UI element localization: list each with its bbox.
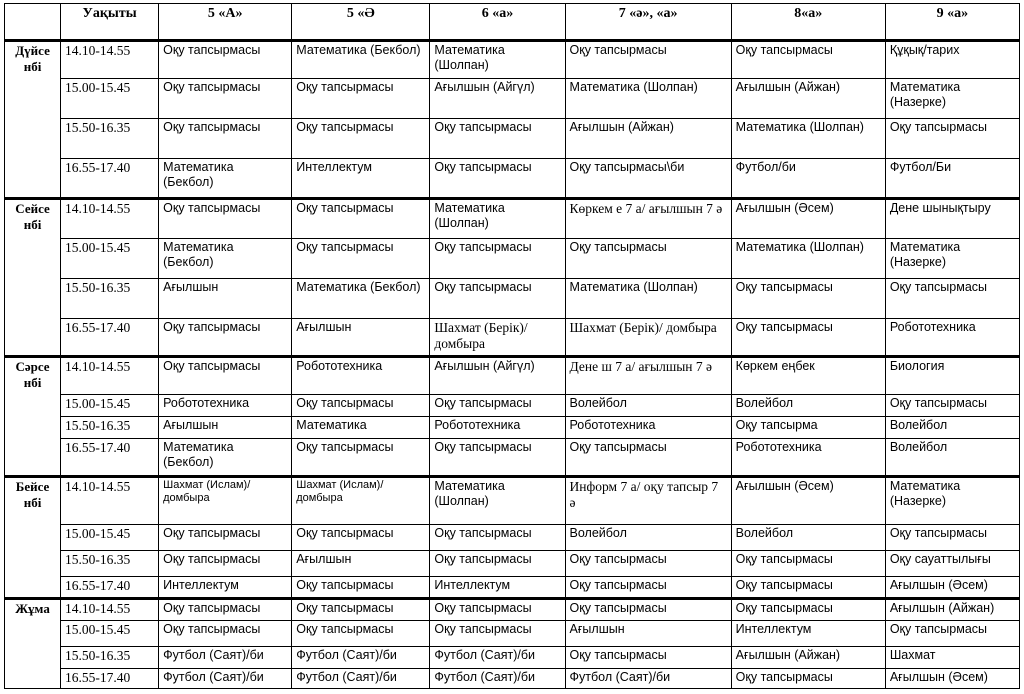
- lesson-cell: Оқу тапсырмасы: [565, 239, 731, 279]
- lesson-cell: Көркем е 7 а/ ағылшын 7 ә: [565, 199, 731, 239]
- lesson-cell: Оқу тапсырмасы: [565, 439, 731, 477]
- lesson-cell: Робототехника: [430, 417, 565, 439]
- time-slot: 16.55-17.40: [61, 439, 159, 477]
- lesson-cell: Математика (Шолпан): [731, 119, 885, 159]
- lesson-cell: Математика (Шолпан): [430, 199, 565, 239]
- day-label: Жұма: [5, 599, 61, 689]
- lesson-cell: Оқу тапсырмасы: [430, 119, 565, 159]
- time-slot: 16.55-17.40: [61, 319, 159, 357]
- lesson-cell: Оқу тапсырмасы: [292, 439, 430, 477]
- lesson-cell: Оқу тапсырмасы: [292, 525, 430, 551]
- lesson-cell: Ағылшын (Айжан): [731, 647, 885, 669]
- lesson-cell: Математика (Бекбол): [159, 239, 292, 279]
- lesson-cell: Оқу тапсырмасы: [430, 395, 565, 417]
- lesson-cell: Волейбол: [565, 395, 731, 417]
- lesson-cell: Ағылшын (Айгүл): [430, 357, 565, 395]
- lesson-cell: Математика (Шолпан): [731, 239, 885, 279]
- time-slot: 15.50-16.35: [61, 417, 159, 439]
- table-row: [5, 525, 1020, 551]
- lesson-cell: Оқу тапсырмасы: [731, 551, 885, 577]
- table-row: [5, 669, 1020, 689]
- lesson-cell: Математика (Бекбол): [159, 159, 292, 199]
- lesson-cell: Ағылшын (Әсем): [885, 577, 1019, 599]
- header-cell: Уақыты: [61, 4, 159, 41]
- header-row: [5, 4, 1020, 41]
- lesson-cell: Футбол (Саят)/би: [430, 669, 565, 689]
- lesson-cell: Оқу тапсырмасы: [430, 525, 565, 551]
- lesson-cell: Оқу тапсырмасы: [159, 599, 292, 621]
- lesson-cell: Оқу тапсырмасы: [292, 199, 430, 239]
- lesson-cell: Математика (Бекбол): [292, 41, 430, 79]
- header-cell: 5 «Ә: [292, 4, 430, 41]
- lesson-cell: Математика (Бекбол): [159, 439, 292, 477]
- lesson-cell: Математика (Бекбол): [292, 279, 430, 319]
- day-label: Бейсе нбі: [5, 477, 61, 599]
- lesson-cell: Оқу тапсырмасы: [731, 319, 885, 357]
- lesson-cell: Футбол (Саят)/би: [292, 669, 430, 689]
- time-slot: 15.50-16.35: [61, 279, 159, 319]
- time-slot: 16.55-17.40: [61, 669, 159, 689]
- lesson-cell: Информ 7 а/ оқу тапсыр 7 ә: [565, 477, 731, 525]
- day-label: Сәрсе нбі: [5, 357, 61, 477]
- lesson-cell: Оқу тапсырмасы: [565, 647, 731, 669]
- lesson-cell: Ағылшын: [292, 551, 430, 577]
- lesson-cell: Шахмат (Ислам)/ домбыра: [159, 477, 292, 525]
- lesson-cell: Волейбол: [885, 417, 1019, 439]
- time-slot: 15.00-15.45: [61, 395, 159, 417]
- lesson-cell: Оқу тапсырмасы: [159, 119, 292, 159]
- lesson-cell: Ағылшын (Айжан): [731, 79, 885, 119]
- lesson-cell: Оқу тапсырмасы: [430, 551, 565, 577]
- lesson-cell: Ағылшын (Әсем): [731, 199, 885, 239]
- time-slot: 15.50-16.35: [61, 647, 159, 669]
- lesson-cell: Оқу тапсырмасы: [885, 119, 1019, 159]
- lesson-cell: Оқу тапсырмасы: [159, 621, 292, 647]
- lesson-cell: Оқу тапсырмасы: [430, 599, 565, 621]
- lesson-cell: Футбол (Саят)/би: [565, 669, 731, 689]
- lesson-cell: Оқу тапсырмасы: [885, 279, 1019, 319]
- time-slot: 15.00-15.45: [61, 525, 159, 551]
- lesson-cell: Оқу тапсырмасы: [159, 357, 292, 395]
- lesson-cell: Оқу тапсырмасы: [731, 577, 885, 599]
- lesson-cell: Оқу тапсырмасы: [565, 599, 731, 621]
- table-row: [5, 439, 1020, 477]
- lesson-cell: Математика (Назерке): [885, 79, 1019, 119]
- lesson-cell: Интеллектум: [292, 159, 430, 199]
- lesson-cell: Волейбол: [731, 395, 885, 417]
- lesson-cell: Шахмат: [885, 647, 1019, 669]
- time-slot: 14.10-14.55: [61, 599, 159, 621]
- lesson-cell: Дене шынықтыру: [885, 199, 1019, 239]
- lesson-cell: Оқу тапсырмасы: [292, 599, 430, 621]
- lesson-cell: Оқу тапсырмасы: [292, 79, 430, 119]
- lesson-cell: Биология: [885, 357, 1019, 395]
- lesson-cell: Оқу тапсырмасы: [292, 239, 430, 279]
- lesson-cell: Футбол (Саят)/би: [430, 647, 565, 669]
- lesson-cell: Құқық/тарих: [885, 41, 1019, 79]
- lesson-cell: Волейбол: [885, 439, 1019, 477]
- table-row: [5, 417, 1020, 439]
- lesson-cell: Математика (Назерке): [885, 477, 1019, 525]
- header-cell: 5 «А»: [159, 4, 292, 41]
- lesson-cell: Оқу тапсырмасы: [430, 159, 565, 199]
- lesson-cell: Оқу тапсырмасы: [430, 439, 565, 477]
- table-row: [5, 551, 1020, 577]
- lesson-cell: Оқу тапсырмасы: [159, 199, 292, 239]
- table-row: [5, 577, 1020, 599]
- lesson-cell: Математика (Шолпан): [565, 279, 731, 319]
- lesson-cell: Волейбол: [731, 525, 885, 551]
- time-slot: 15.00-15.45: [61, 621, 159, 647]
- lesson-cell: Оқу тапсырмасы: [159, 79, 292, 119]
- time-slot: 15.50-16.35: [61, 551, 159, 577]
- table-row: [5, 279, 1020, 319]
- lesson-cell: Футбол (Саят)/би: [159, 669, 292, 689]
- header-cell: 6 «а»: [430, 4, 565, 41]
- lesson-cell: Шахмат (Ислам)/ домбыра: [292, 477, 430, 525]
- lesson-cell: Ағылшын (Айжан): [565, 119, 731, 159]
- lesson-cell: Оқу сауаттылығы: [885, 551, 1019, 577]
- lesson-cell: Оқу тапсырмасы: [430, 621, 565, 647]
- time-slot: 14.10-14.55: [61, 41, 159, 79]
- lesson-cell: Волейбол: [565, 525, 731, 551]
- lesson-cell: Шахмат (Берік)/ домбыра: [565, 319, 731, 357]
- lesson-cell: Ағылшын (Әсем): [885, 669, 1019, 689]
- lesson-cell: Оқу тапсырмасы: [159, 41, 292, 79]
- lesson-cell: Оқу тапсырмасы: [731, 279, 885, 319]
- lesson-cell: Көркем еңбек: [731, 357, 885, 395]
- table-row: [5, 239, 1020, 279]
- lesson-cell: Шахмат (Берік)/ домбыра: [430, 319, 565, 357]
- time-slot: 14.10-14.55: [61, 477, 159, 525]
- table-row: [5, 647, 1020, 669]
- lesson-cell: Оқу тапсырмасы: [731, 599, 885, 621]
- lesson-cell: Футбол/Би: [885, 159, 1019, 199]
- lesson-cell: Оқу тапсырмасы: [159, 525, 292, 551]
- lesson-cell: Оқу тапсырмасы: [292, 119, 430, 159]
- lesson-cell: Футбол (Саят)/би: [159, 647, 292, 669]
- lesson-cell: Оқу тапсырмасы: [731, 41, 885, 79]
- table-row: [5, 395, 1020, 417]
- lesson-cell: Ағылшын (Айгүл): [430, 79, 565, 119]
- table-row: [5, 621, 1020, 647]
- lesson-cell: Ағылшын (Айжан): [885, 599, 1019, 621]
- lesson-cell: Оқу тапсырмасы\би: [565, 159, 731, 199]
- lesson-cell: Оқу тапсырма: [731, 417, 885, 439]
- lesson-cell: Интеллектум: [430, 577, 565, 599]
- table-row: [5, 477, 1020, 525]
- lesson-cell: Оқу тапсырмасы: [565, 577, 731, 599]
- table-row: [5, 41, 1020, 79]
- time-slot: 14.10-14.55: [61, 357, 159, 395]
- lesson-cell: Робототехника: [159, 395, 292, 417]
- lesson-cell: Оқу тапсырмасы: [159, 551, 292, 577]
- lesson-cell: Ағылшын: [159, 279, 292, 319]
- header-cell: [5, 4, 61, 41]
- lesson-cell: Оқу тапсырмасы: [565, 551, 731, 577]
- lesson-cell: Математика (Шолпан): [430, 477, 565, 525]
- lesson-cell: Оқу тапсырмасы: [885, 395, 1019, 417]
- lesson-cell: Дене ш 7 а/ ағылшын 7 ә: [565, 357, 731, 395]
- schedule-table: [4, 3, 1020, 689]
- lesson-cell: Футбол (Саят)/би: [292, 647, 430, 669]
- lesson-cell: Робототехника: [885, 319, 1019, 357]
- time-slot: 16.55-17.40: [61, 159, 159, 199]
- lesson-cell: Математика: [292, 417, 430, 439]
- lesson-cell: Ағылшын: [565, 621, 731, 647]
- lesson-cell: Оқу тапсырмасы: [159, 319, 292, 357]
- day-label: Дүйсе нбі: [5, 41, 61, 199]
- lesson-cell: Футбол/би: [731, 159, 885, 199]
- table-row: [5, 79, 1020, 119]
- table-row: [5, 119, 1020, 159]
- lesson-cell: Математика (Назерке): [885, 239, 1019, 279]
- lesson-cell: Ағылшын (Әсем): [731, 477, 885, 525]
- lesson-cell: Оқу тапсырмасы: [292, 577, 430, 599]
- lesson-cell: Интеллектум: [159, 577, 292, 599]
- table-row: [5, 357, 1020, 395]
- table-row: [5, 159, 1020, 199]
- lesson-cell: Робототехника: [292, 357, 430, 395]
- lesson-cell: Оқу тапсырмасы: [731, 669, 885, 689]
- lesson-cell: Интеллектум: [731, 621, 885, 647]
- time-slot: 15.00-15.45: [61, 239, 159, 279]
- table-row: [5, 599, 1020, 621]
- table-row: [5, 319, 1020, 357]
- header-cell: 8«а»: [731, 4, 885, 41]
- lesson-cell: Математика (Шолпан): [565, 79, 731, 119]
- lesson-cell: Математика (Шолпан): [430, 41, 565, 79]
- time-slot: 16.55-17.40: [61, 577, 159, 599]
- lesson-cell: Робототехника: [731, 439, 885, 477]
- lesson-cell: Оқу тапсырмасы: [885, 621, 1019, 647]
- lesson-cell: Оқу тапсырмасы: [292, 395, 430, 417]
- time-slot: 15.00-15.45: [61, 79, 159, 119]
- lesson-cell: Оқу тапсырмасы: [430, 279, 565, 319]
- time-slot: 15.50-16.35: [61, 119, 159, 159]
- lesson-cell: Робототехника: [565, 417, 731, 439]
- table-row: [5, 199, 1020, 239]
- time-slot: 14.10-14.55: [61, 199, 159, 239]
- lesson-cell: Оқу тапсырмасы: [885, 525, 1019, 551]
- lesson-cell: Ағылшын: [292, 319, 430, 357]
- day-label: Сейсе нбі: [5, 199, 61, 357]
- lesson-cell: Оқу тапсырмасы: [430, 239, 565, 279]
- header-cell: 9 «а»: [885, 4, 1019, 41]
- lesson-cell: Оқу тапсырмасы: [565, 41, 731, 79]
- lesson-cell: Ағылшын: [159, 417, 292, 439]
- header-cell: 7 «ә», «а»: [565, 4, 731, 41]
- lesson-cell: Оқу тапсырмасы: [292, 621, 430, 647]
